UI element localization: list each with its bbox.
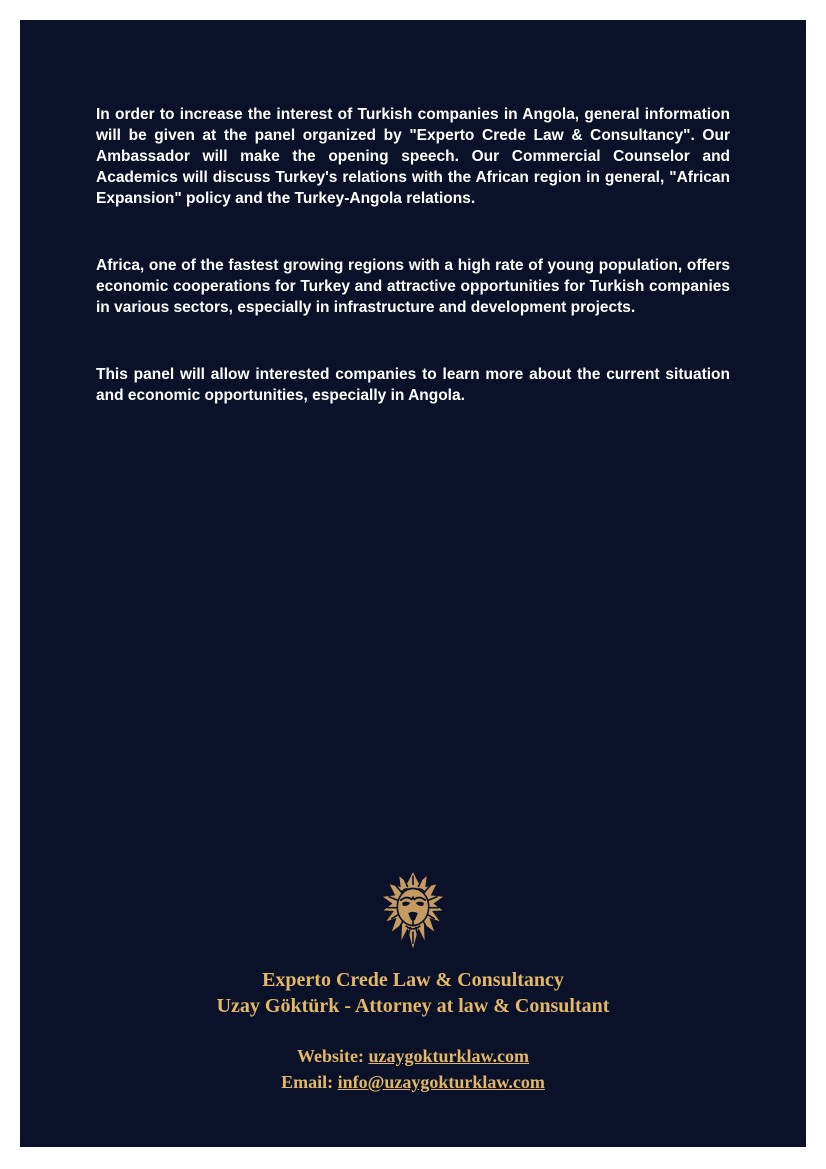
paragraph-panel-info: In order to increase the interest of Turkish companies in Angola, general information will be given at the panel organized by "Experto Crede Law & Consultancy". Our Ambassador will make the opening speech. Our Commercial Counselor and Academics will discuss Turkey's relations with the African region in general, "African Expansion" policy and the Turkey-Angola relations.: [96, 106, 730, 207]
person-name-title: Uzay Göktürk - Attorney at law & Consultant: [216, 995, 610, 1017]
footer: [20, 868, 806, 1095]
email-label: Email:: [281, 1072, 334, 1092]
website-label: Website:: [296, 1046, 364, 1066]
email-line: [20, 1069, 806, 1095]
email-link[interactable]: info@uzaygokturklaw.com: [337, 1072, 545, 1092]
lion-head-logo-icon: [377, 868, 449, 950]
company-name: Experto Crede Law & Consultancy: [262, 969, 564, 991]
website-line: [20, 1043, 806, 1069]
contact-block: [20, 1043, 806, 1095]
body-text-block: [20, 20, 806, 406]
website-link[interactable]: uzaygokturklaw.com: [368, 1046, 529, 1066]
paragraph-africa-opportunities: Africa, one of the fastest growing regions with a high rate of young population, offers economic cooperations for Turkey and attractive opportunities for Turkish companies in various sectors, especially in infrastructure and development projects.: [96, 257, 730, 316]
paragraph-panel-benefit: This panel will allow interested companies to learn more about the current situation and economic opportunities, especially in Angola.: [96, 366, 730, 404]
flyer-panel: [20, 20, 806, 1147]
